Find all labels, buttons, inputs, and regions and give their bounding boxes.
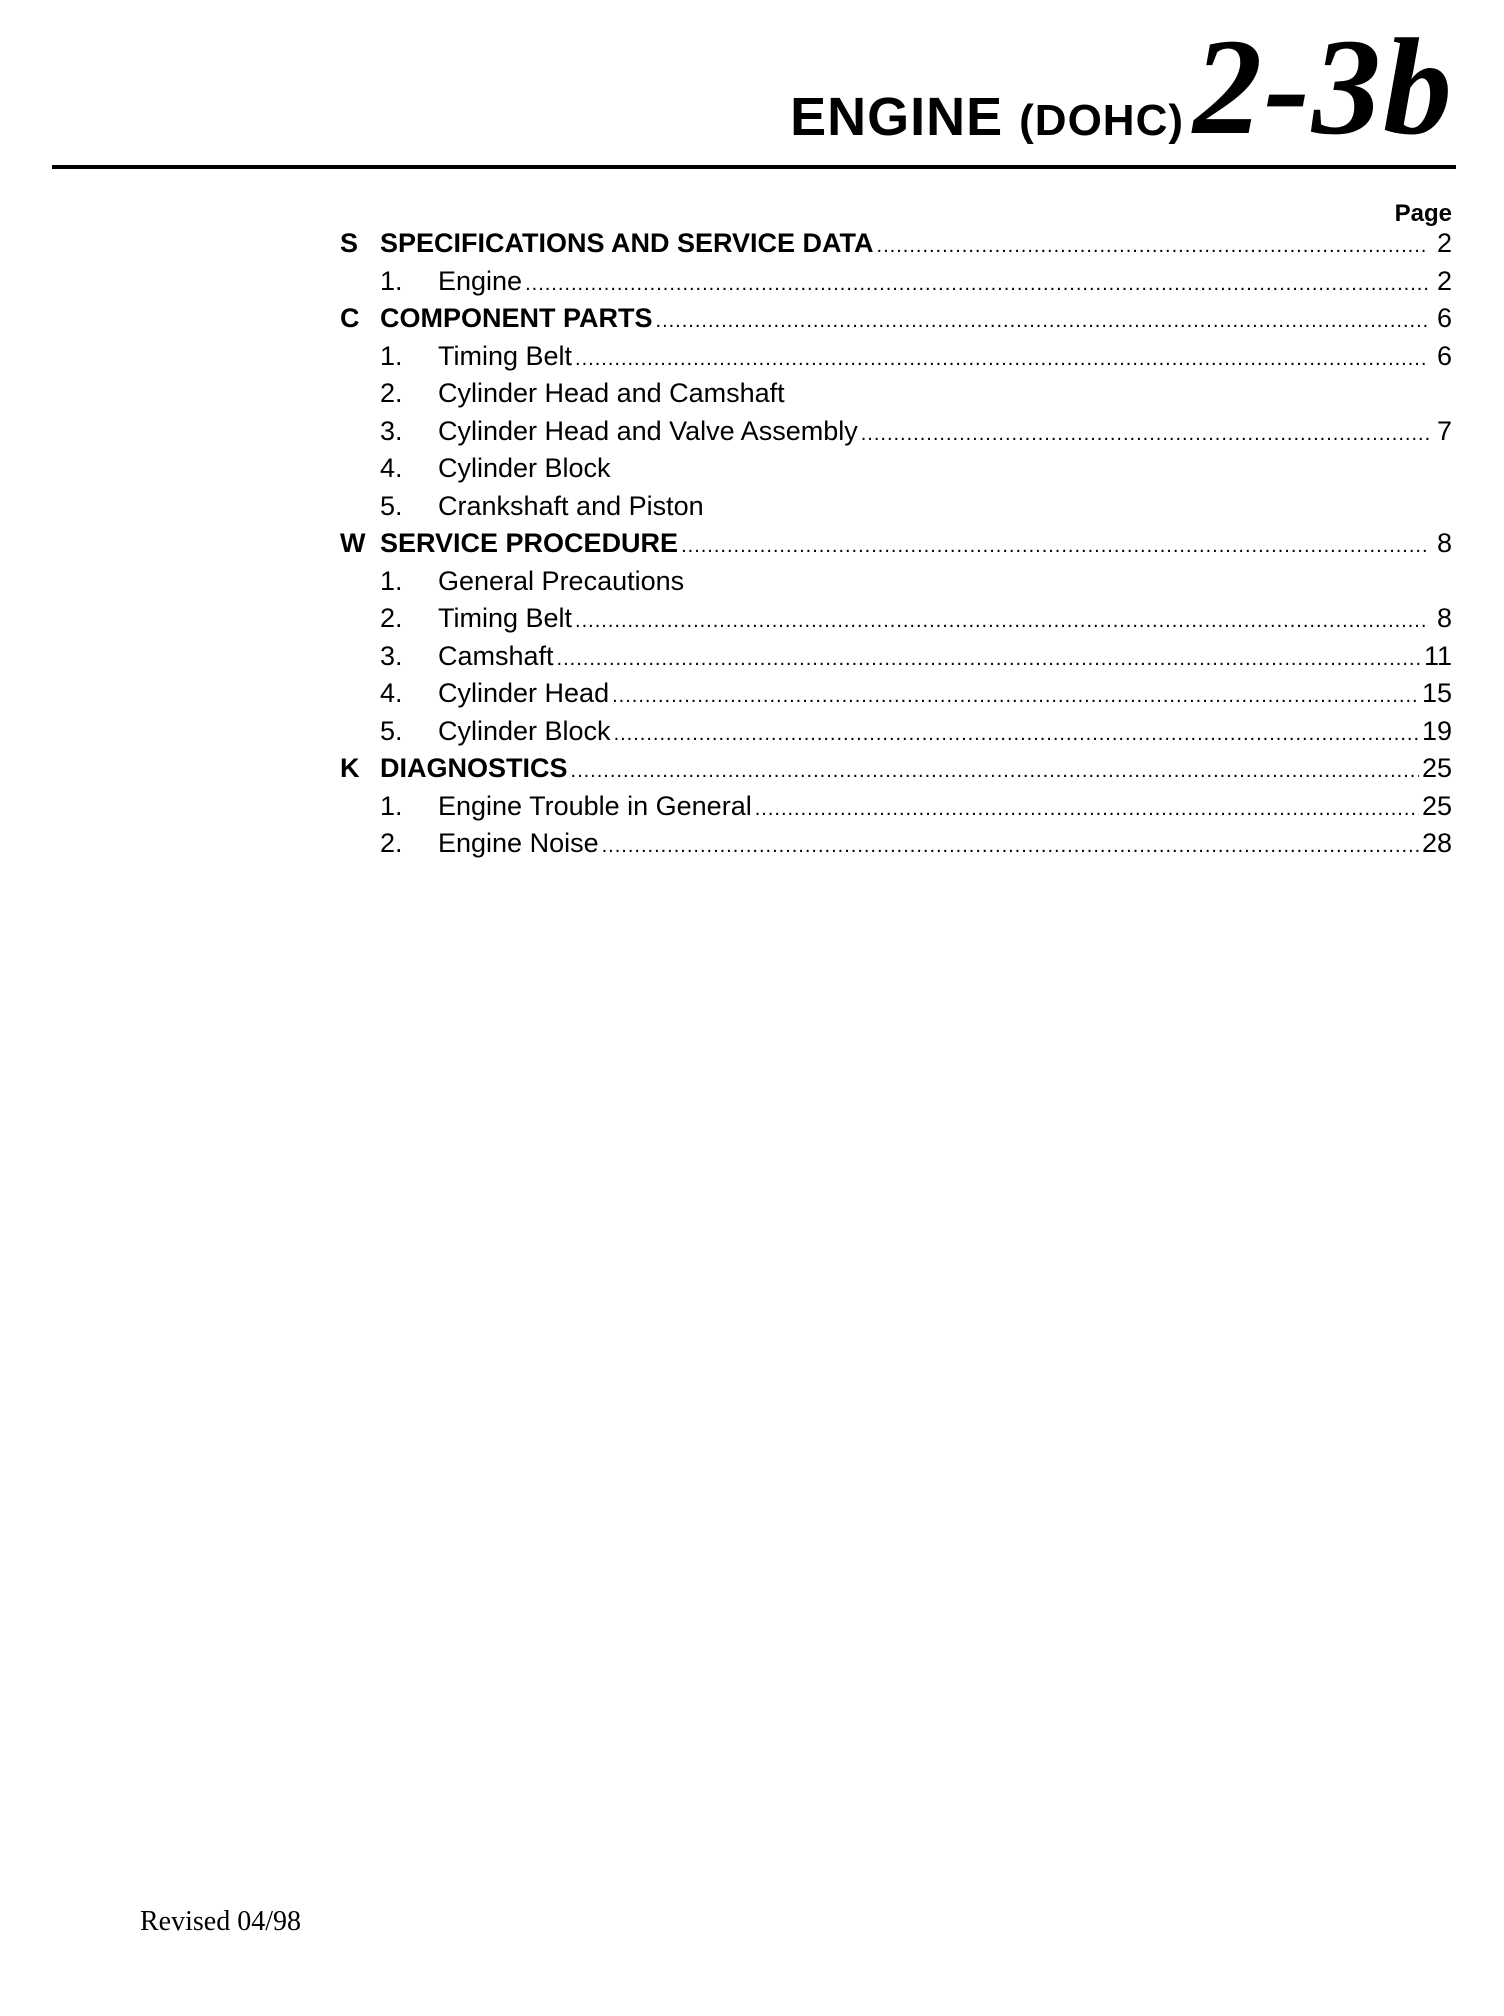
toc-dot-leader [575, 348, 1429, 371]
revision-note: Revised 04/98 [140, 1906, 301, 1937]
toc-item-row[interactable] [340, 266, 1452, 304]
toc-page-number: 25 [1421, 790, 1452, 821]
toc-section-row[interactable] [340, 753, 1452, 791]
toc-section-row[interactable] [340, 228, 1452, 266]
page-header [0, 0, 1504, 175]
toc-item-title: Cylinder Head and Camshaft [438, 378, 785, 408]
toc-section-letter: W [340, 528, 366, 558]
toc-page-number: 8 [1436, 528, 1452, 558]
toc-dot-leader [877, 235, 1429, 258]
toc-item-title: Camshaft [438, 640, 554, 671]
toc-item-number: 2. [380, 603, 403, 633]
toc-dot-leader [557, 648, 1421, 671]
toc-dot-leader [525, 273, 1429, 296]
chapter-title [790, 86, 1184, 148]
toc-item-title: Crankshaft and Piston [438, 490, 704, 521]
toc-page-number: 8 [1436, 603, 1452, 633]
toc-dot-leader [681, 535, 1429, 558]
toc-item-number: 4. [380, 453, 403, 483]
toc-section-row[interactable] [340, 303, 1452, 341]
toc-page-number: 15 [1421, 678, 1452, 708]
toc-item-row[interactable] [340, 453, 1452, 491]
toc-item-title: Cylinder Head and Valve Assembly [438, 415, 858, 446]
toc-dot-leader [861, 423, 1429, 446]
toc-item-row[interactable] [340, 716, 1452, 754]
toc-item-number: 5. [380, 715, 403, 746]
toc-item-row[interactable] [340, 566, 1452, 604]
toc-item-number: 2. [380, 828, 403, 858]
toc-item-number: 5. [380, 490, 403, 521]
toc-item-title: Engine [438, 265, 523, 296]
toc-section-title: SERVICE PROCEDURE [380, 528, 679, 558]
toc-item-number: 3. [380, 640, 403, 671]
toc-item-row[interactable] [340, 641, 1452, 679]
toc-dot-leader [755, 798, 1419, 821]
toc-dot-leader [656, 310, 1429, 333]
toc-item-row[interactable] [340, 828, 1452, 866]
toc-item-title: Cylinder Head [438, 678, 610, 708]
toc-item-row[interactable] [340, 678, 1452, 716]
toc-dot-leader [612, 685, 1419, 708]
toc-section-title: DIAGNOSTICS [380, 753, 568, 783]
toc-section-title: SPECIFICATIONS AND SERVICE DATA [380, 228, 874, 258]
toc-item-number: 1. [380, 565, 403, 596]
chapter-title-sub: (DOHC) [1019, 96, 1184, 145]
toc-page-number: 6 [1436, 340, 1452, 371]
toc-dot-leader [614, 723, 1419, 746]
toc-item-row[interactable] [340, 491, 1452, 529]
toc-page-number: 19 [1421, 715, 1452, 746]
toc-item-title: Timing Belt [438, 340, 573, 371]
toc-page-number: 28 [1421, 828, 1452, 858]
toc-page-number: 25 [1421, 753, 1452, 783]
toc-item-number: 1. [380, 340, 403, 371]
toc-item-row[interactable] [340, 378, 1452, 416]
table-of-contents [340, 228, 1452, 866]
toc-item-title: Cylinder Block [438, 715, 611, 746]
toc-item-title: Engine Noise [438, 828, 599, 858]
toc-item-row[interactable] [340, 416, 1452, 454]
header-rule [52, 165, 1456, 169]
toc-item-number: 3. [380, 415, 403, 446]
toc-item-number: 1. [380, 265, 403, 296]
chapter-number: 2-3b [1193, 10, 1454, 163]
toc-item-title: Timing Belt [438, 603, 573, 633]
toc-page-number: 7 [1436, 415, 1452, 446]
chapter-title-main: ENGINE [790, 87, 1004, 147]
toc-item-title: General Precautions [438, 565, 685, 596]
toc-item-number: 4. [380, 678, 403, 708]
toc-item-row[interactable] [340, 603, 1452, 641]
toc-section-letter: C [340, 303, 360, 333]
toc-section-letter: S [340, 228, 359, 258]
toc-item-number: 1. [380, 790, 403, 821]
toc-item-title: Cylinder Block [438, 453, 611, 483]
toc-dot-leader [575, 610, 1429, 633]
toc-section-row[interactable] [340, 528, 1452, 566]
toc-section-letter: K [340, 753, 360, 783]
toc-section-title: COMPONENT PARTS [380, 303, 653, 333]
toc-page-number: 2 [1436, 265, 1452, 296]
page-column-label: Page [1394, 200, 1452, 227]
toc-dot-leader [602, 835, 1419, 858]
toc-page-number: 11 [1423, 640, 1452, 671]
toc-item-row[interactable] [340, 341, 1452, 379]
toc-item-row[interactable] [340, 791, 1452, 829]
toc-item-number: 2. [380, 378, 403, 408]
toc-item-title: Engine Trouble in General [438, 790, 752, 821]
toc-page-number: 2 [1436, 228, 1452, 258]
toc-dot-leader [571, 760, 1419, 783]
toc-page-number: 6 [1436, 303, 1452, 333]
